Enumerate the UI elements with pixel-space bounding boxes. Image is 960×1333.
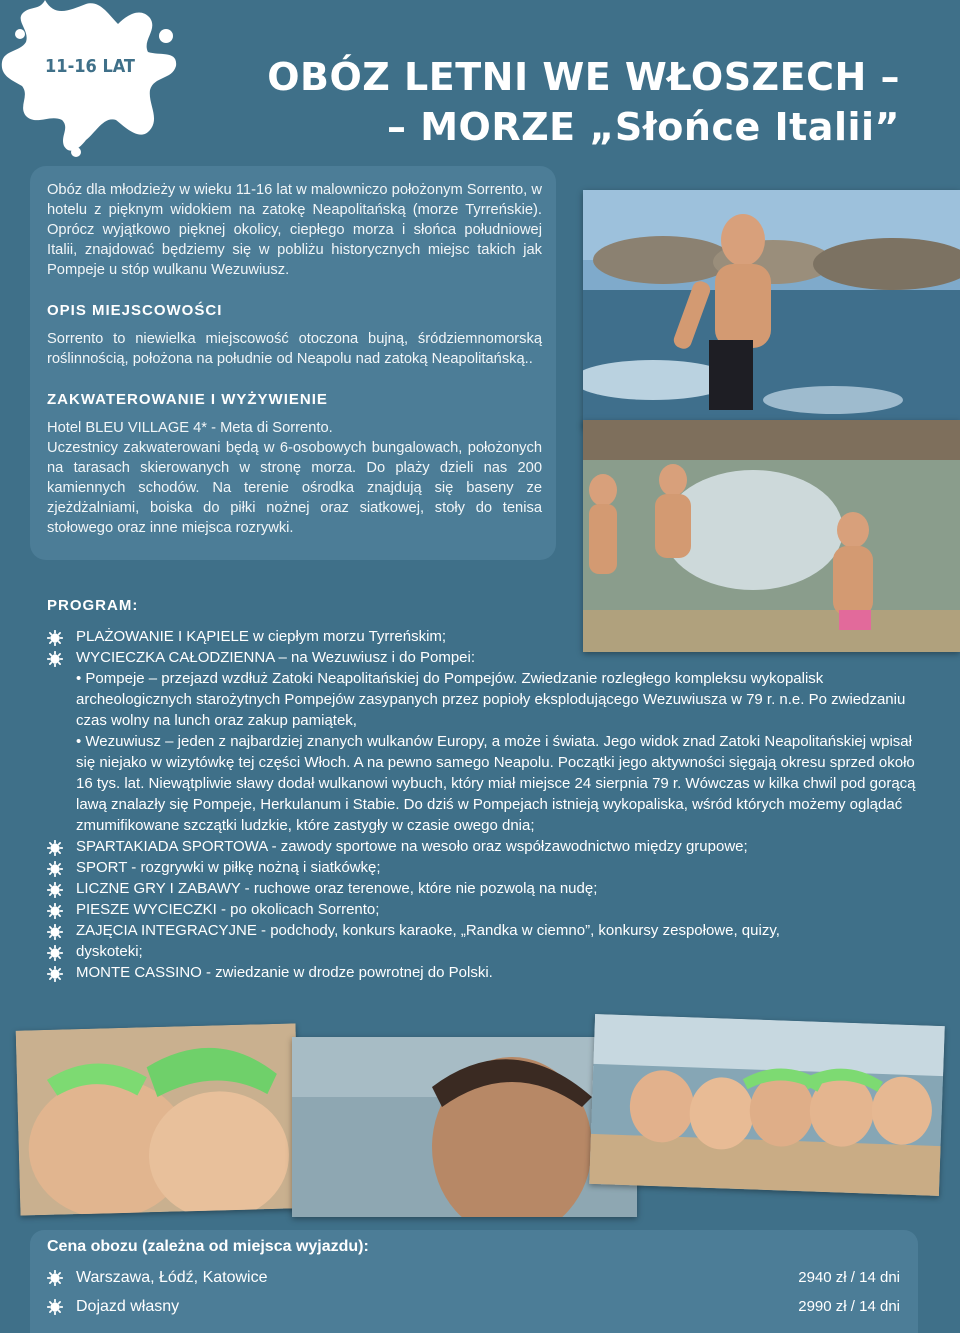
- stay-text: Uczestnicy zakwaterowani będą w 6-osobowych bungalowach, położonych na tarasach skierowanych w stronę morza. Do plaży dzieli nas 200 kamiennych schodów. Na terenie ośrodka znajdują się baseny ze zjeżdżalniami, boiska do piłki nożnej oraz siatkowej, stoły do tenisa stołowego oraz inne miejsca rozrywki.: [47, 440, 542, 536]
- program-section: [47, 595, 917, 983]
- trip-pompeje: • Pompeje – przejazd wzdłuż Zatoki Neapolitańskiej do Pompejów. Zwiedzanie rozległego kompleksu wykopalisk archeologicznych starożytnych Pompejów zasypanych przez popioły eksplodującego Wezuwiusza w 79 r. n.e. Po zwiedzaniu czas wolny na lunch oraz zakup pamiątek,: [76, 670, 906, 729]
- stay-hotel: Hotel BLEU VILLAGE 4* - Meta di Sorrento.: [47, 420, 333, 436]
- list-item: SPORT - rozgrywki w piłkę nożną i siatkówkę;: [47, 857, 917, 878]
- title-line-1: OBÓZ LETNI WE WŁOSZECH –: [267, 55, 900, 99]
- intro-paragraph: Obóz dla młodzieży w wieku 11-16 lat w malowniczo położonym Sorrento, w hotelu z pięknym widokiem na zatokę Neapolitańską (morze Tyrreńskie). Oprócz wyjątkowo pięknej okolicy, ciepłego morza i słońca południowej Italii, znajdować będziemy się w pobliżu historycznych miejsc takich jak Pompeje u stóp wulkanu Wezuwiusz.: [47, 182, 542, 278]
- price-row: [47, 1295, 900, 1324]
- sun-icon: [47, 651, 63, 667]
- list-item: WYCIECZKA CAŁODZIENNA – na Wezuwiusz i do Pompei:: [47, 647, 917, 668]
- photo-boys-green-caps: [16, 1023, 301, 1215]
- pricing-panel: [30, 1230, 918, 1333]
- list-item: PLAŻOWANIE I KĄPIELE w ciepłym morzu Tyrreńskim;: [47, 626, 917, 647]
- price-label: Warszawa, Łódź, Katowice: [76, 1269, 268, 1286]
- list-item: PIESZE WYCIECZKI - po okolicach Sorrento;: [47, 899, 917, 920]
- title-line-2: – MORZE „Słońce Italii”: [387, 105, 900, 149]
- list-item: dyskoteki;: [47, 941, 917, 962]
- list-item: SPARTAKIADA SPORTOWA - zawody sportowe na wesoło oraz współzawodnictwo między grupowe;: [47, 836, 917, 857]
- price-amount: 2940 zł / 14 dni: [798, 1269, 900, 1286]
- list-item: MONTE CASSINO - zwiedzanie w drodze powrotnej do Polski.: [47, 962, 917, 983]
- program-heading: PROGRAM:: [47, 597, 139, 614]
- sun-icon: [47, 840, 63, 856]
- splash-badge-icon: [0, 0, 185, 160]
- sun-icon: [47, 861, 63, 877]
- price-label: Dojazd własny: [76, 1298, 180, 1315]
- sun-icon: [47, 945, 63, 961]
- sun-icon: [47, 1299, 63, 1315]
- photo-girls-beach: [589, 1014, 945, 1196]
- list-item: ZAJĘCIA INTEGRACYJNE - podchody, konkurs karaoke, „Randka w ciemno”, konkursy zespołowe, quizy,: [47, 920, 917, 941]
- sun-icon: [47, 630, 63, 646]
- place-text: Sorrento to niewielka miejscowość otoczona bujną, śródziemnomorską roślinnością, położona na południe od Neapolu nad zatoką Neapolitańską..: [47, 331, 542, 367]
- intro-panel: [30, 166, 556, 560]
- price-amount: 2990 zł / 14 dni: [798, 1298, 900, 1315]
- photo-boy-sandy-face: [292, 1037, 637, 1217]
- sun-icon: [47, 882, 63, 898]
- place-heading: OPIS MIEJSCOWOŚCI: [47, 302, 223, 319]
- sun-icon: [47, 903, 63, 919]
- program-list: [47, 626, 917, 983]
- stay-heading: ZAKWATEROWANIE I WYŻYWIENIE: [47, 391, 328, 408]
- sun-icon: [47, 924, 63, 940]
- trip-wezuwiusz: • Wezuwiusz – jeden z najbardziej znanych wulkanów Europy, a może i świata. Jego widok znad Zatoki Neapolitańskiej wpisał się niejako w wizytówkę tej części Włoch. A na pewno samego Neapolu. Początki jego aktywności sięgają okresu sprzed około 16 tys. lat. Niewątpliwie sławy dodał wulkanowi wybuch, który miał miejsce 24 sierpnia 79 r. Wówczas w kilka chwil pod gorącą lawą znalazły się Pompeje, Herkulanum i Stabie. Do dziś w Pompejach istnieją wykopaliska, wśród których możemy oglądać zmumifikowane szczątki ludzkie, które zastygły w czasie owego dnia;: [76, 733, 916, 834]
- age-badge: 11-16 LAT: [45, 56, 135, 77]
- price-row: [47, 1266, 900, 1295]
- photo-boy-sea: [583, 190, 960, 428]
- sun-icon: [47, 966, 63, 982]
- page-title: [267, 52, 900, 152]
- list-item: LICZNE GRY I ZABAWY - ruchowe oraz terenowe, które nie pozwolą na nudę;: [47, 878, 917, 899]
- pricing-heading: Cena obozu (zależna od miejsca wyjazdu):: [47, 1238, 369, 1255]
- sun-icon: [47, 1270, 63, 1286]
